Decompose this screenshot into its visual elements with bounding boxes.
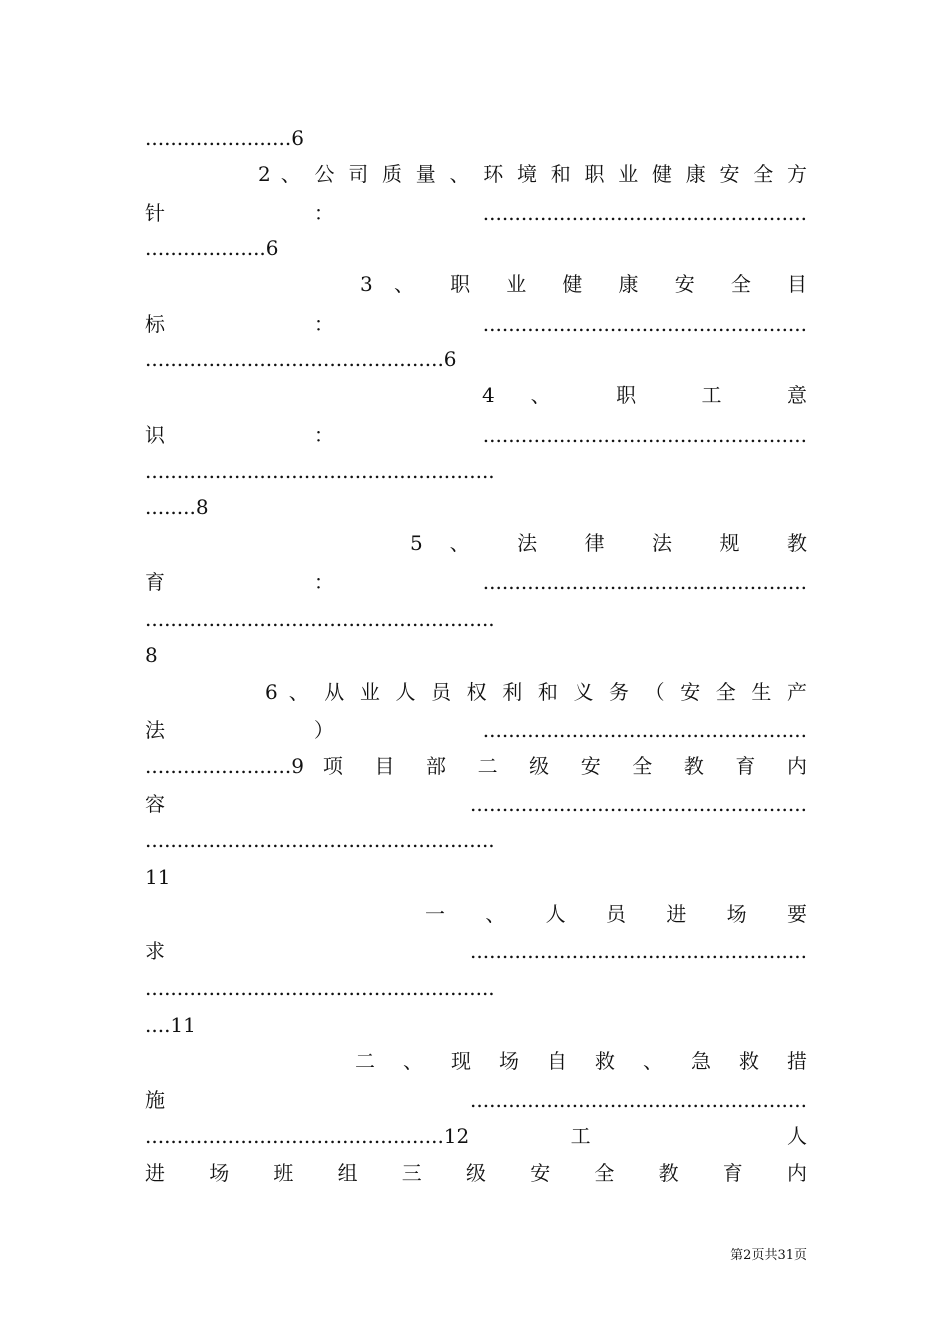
toc-line: ...............................................12 工 人 [145,1124,807,1148]
toc-line: 2 、 公 司 质 量 、 环 境 和 职 业 健 康 安 全 方 [258,162,807,186]
toc-line: 一 、 人 员 进 场 要 [425,902,807,926]
toc-line: 法）................................................... [145,718,807,742]
toc-line: 进 场 班 组 三 级 安 全 教 育 内 [145,1161,807,1185]
toc-line: .......................9 项 目 部 二 级 安 全 教 育 内 [145,754,807,778]
toc-line: ....................................................... [145,607,495,631]
toc-line: ....................................................... [145,976,495,1000]
toc-line: .......................6 [145,126,304,150]
toc-line: 求..................................................... [145,939,807,963]
toc-line: 育：................................................... [145,570,807,594]
toc-line: ....................................................... [145,459,495,483]
toc-line: 识：................................................... [145,423,807,447]
toc-line: 8 [145,643,158,667]
toc-line: 5 、 法 律 法 规 教 [410,531,807,555]
toc-line: 针：................................................... [145,201,807,225]
toc-line: 容..................................................... [145,792,807,816]
toc-line: 施..................................................... [145,1088,807,1112]
toc-line: 标：................................................... [145,312,807,336]
toc-line: 11 [145,865,171,889]
toc-line: 二 、 现 场 自 救 、 急 救 措 [355,1049,807,1073]
toc-line: 4 、 职 工 意 [482,383,807,407]
toc-line: ........8 [145,495,209,519]
page-number: 第2页共31页 [730,1248,807,1263]
toc-line: ...............................................6 [145,347,457,371]
toc-line: ...................6 [145,236,279,260]
toc-line: ....11 [145,1013,196,1037]
toc-line: 6 、 从 业 人 员 权 利 和 义 务 （ 安 全 生 产 [265,680,807,704]
toc-line: ....................................................... [145,828,495,852]
toc-line: 3 、 职 业 健 康 安 全 目 [360,272,807,296]
